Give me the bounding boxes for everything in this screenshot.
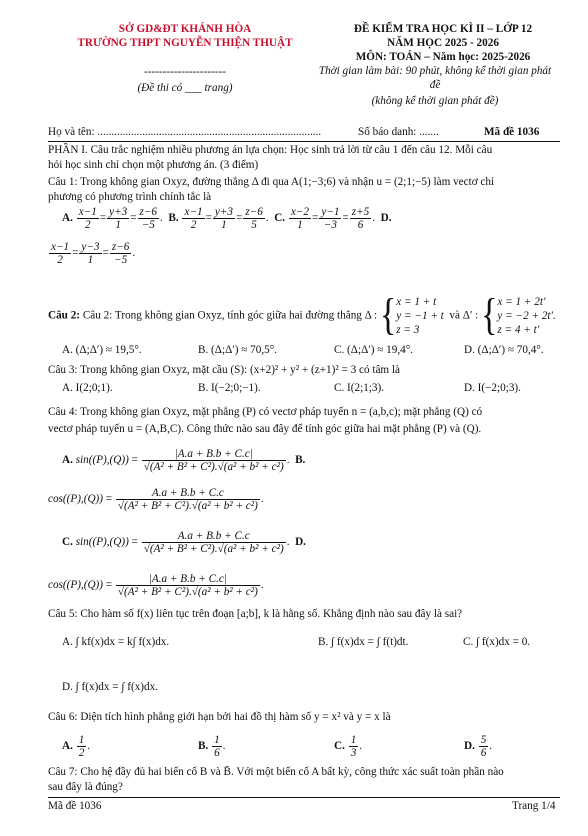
time-note: (không kể thời gian phát đề) (371, 95, 499, 107)
q5-option-d: D. ∫ f(x)dx = ∫ f(x)dx. (62, 681, 159, 693)
q2-option-a: A. (Δ;Δ′) ≈ 19,5°. (62, 344, 142, 356)
footer-code: Mã đề 1036 (48, 800, 102, 812)
separator-line (48, 141, 560, 142)
exam-code: Mã đề 1036 (484, 126, 540, 138)
question-7: Câu 7: Cho hệ đầy đủ hai biến cố B và B̄. Với một biến cố A bất kỳ, công thức xác suất toàn phần nào sau đây là đúng? (48, 766, 504, 793)
q3-option-c: C. I(2;1;3). (334, 382, 385, 394)
dept-name: SỞ GD&ĐT KHÁNH HÒA (118, 23, 252, 35)
q6-option-a: A. $\frac{1}{2}$ . (62, 734, 91, 759)
student-name-field: Họ và tên: ................................................................................ (48, 126, 322, 138)
q4-option-b: cos((P),(Q)) = $\frac{A.a + B.b + C.c}{\text{√(A² + B² + C²).√(a² + b² + c²)}}$ . (48, 487, 264, 512)
exam-title: ĐỀ KIỂM TRA HỌC KÌ II – LỚP 12 (353, 23, 533, 35)
q4-option-a: A. sin((P),(Q)) = $\frac{|A.a + B.b + C.c|}{\text{√(A² + B² + C²).√(a² + b² + c²)}}$ . B. (62, 448, 306, 473)
q3-option-b: B. I(−2;0;−1). (198, 382, 261, 394)
question-3: Câu 3: Trong không gian Oxyz, mặt cầu (S): (x+2)² + y² + (z+1)² = 3 có tâm là (48, 364, 401, 376)
q2-option-b: B. (Δ;Δ′) ≈ 70,5°. (198, 344, 278, 356)
question-1: Câu 1: Trong không gian Oxyz, đường thẳng Δ đi qua A(1;−3;6) và nhận u = (2;1;−5) làm vectơ chỉ phương có phương trình chính tắc là (48, 176, 495, 203)
q6-option-d: D. $\frac{5}{6}$ . (464, 734, 493, 759)
q5-option-b: B. ∫ f(x)dx = ∫ f(t)dt. (318, 636, 409, 648)
q4-option-d: cos((P),(Q)) = $\frac{|A.a + B.b + C.c|}{\text{√(A² + B² + C²).√(a² + b² + c²)}}$ . (48, 573, 264, 598)
footer-page: Trang 1/4 (512, 800, 556, 812)
q2-option-d: D. (Δ;Δ′) ≈ 70,4°. (464, 344, 544, 356)
question-6: Câu 6: Diện tích hình phẳng giới hạn bởi hai đồ thị hàm số y = x² và y = x là (48, 711, 391, 723)
q6-option-c: C. $\frac{1}{3}$ . (334, 734, 363, 759)
student-id-field: Số báo danh: ....... (358, 126, 439, 138)
q5-option-a: A. ∫ kf(x)dx = k∫ f(x)dx. (62, 636, 170, 648)
q4-option-c: C. sin((P),(Q)) = $\frac{A.a + B.b + C.c}{\text{√(A² + B² + C²).√(a² + b² + c²)}}$ . D. (62, 530, 306, 555)
pages-note: (Đề thi có ___ trang) (137, 82, 233, 94)
q6-option-b: B. $\frac{1}{6}$ . (198, 734, 226, 759)
time-line2: đề (429, 79, 441, 91)
q5-option-c: C. ∫ f(x)dx = 0. (463, 636, 531, 648)
q2-option-c: C. (Δ;Δ′) ≈ 19,4°. (334, 344, 414, 356)
school-name: TRƯỜNG THPT NGUYỄN THIỆN THUẬT (77, 37, 293, 49)
exam-year: NĂM HỌC 2025 - 2026 (387, 37, 499, 49)
question-4: Câu 4: Trong không gian Oxyz, mặt phẳng (P) có vectơ pháp tuyến n = (a,b,c); mặt phẳng (Q) có vectơ pháp tuyến u = (A,B,C). Công thức nào sau đây để tính góc giữa hai mặt phẳng (P) và (Q). (48, 406, 483, 435)
exam-subject: MÔN: TOÁN – Năm học: 2025-2026 (355, 51, 531, 63)
q3-option-d: D. I(−2;0;3). (464, 382, 521, 394)
footer-line (48, 797, 560, 798)
part1-heading: PHẦN I. Câu trắc nghiệm nhiều phương án lựa chọn: Học sinh trả lời từ câu 1 đến câu 12. Mỗi câu hỏi học sinh chỉ chọn một phương án. (3 điểm) (48, 144, 493, 171)
time-line1: Thời gian làm bài: 90 phút, không kể thời gian phát (318, 65, 552, 77)
dash-line: ---------------------- (144, 66, 226, 78)
q3-option-a: A. I(2;0;1). (62, 382, 113, 394)
q1-option-d: $\frac{x-1}{2}$ = $\frac{y-3}{1}$ = $\frac{z-6}{-5}$ . (51, 241, 136, 266)
question-2: Câu 2: Câu 2: Trong không gian Oxyz, tính góc giữa hai đường thẳng Δ : {x = 1 + t y = −1 + t z = 3 và Δ′ : {x = 1 + 2t′ y = −2 + 2t′. z = 4 + t′ (48, 291, 556, 340)
question-5: Câu 5: Cho hàm số f(x) liên tục trên đoạn [a;b], k là hằng số. Khẳng định nào sau đây là sai? (48, 608, 463, 620)
q1-options: A. $\frac{x-1}{2}$ = $\frac{y+3}{1}$ = $\frac{z-6}{-5}$ . B. $\frac{x-1}{2}$ = $\frac{y+3}{1}$ = $\frac{z-6}{5}$ . C. $\frac{x-2}{1}$ = $\frac{y-1}{-3}$ = $\frac{z+5}{6}$ . D. (62, 206, 392, 231)
